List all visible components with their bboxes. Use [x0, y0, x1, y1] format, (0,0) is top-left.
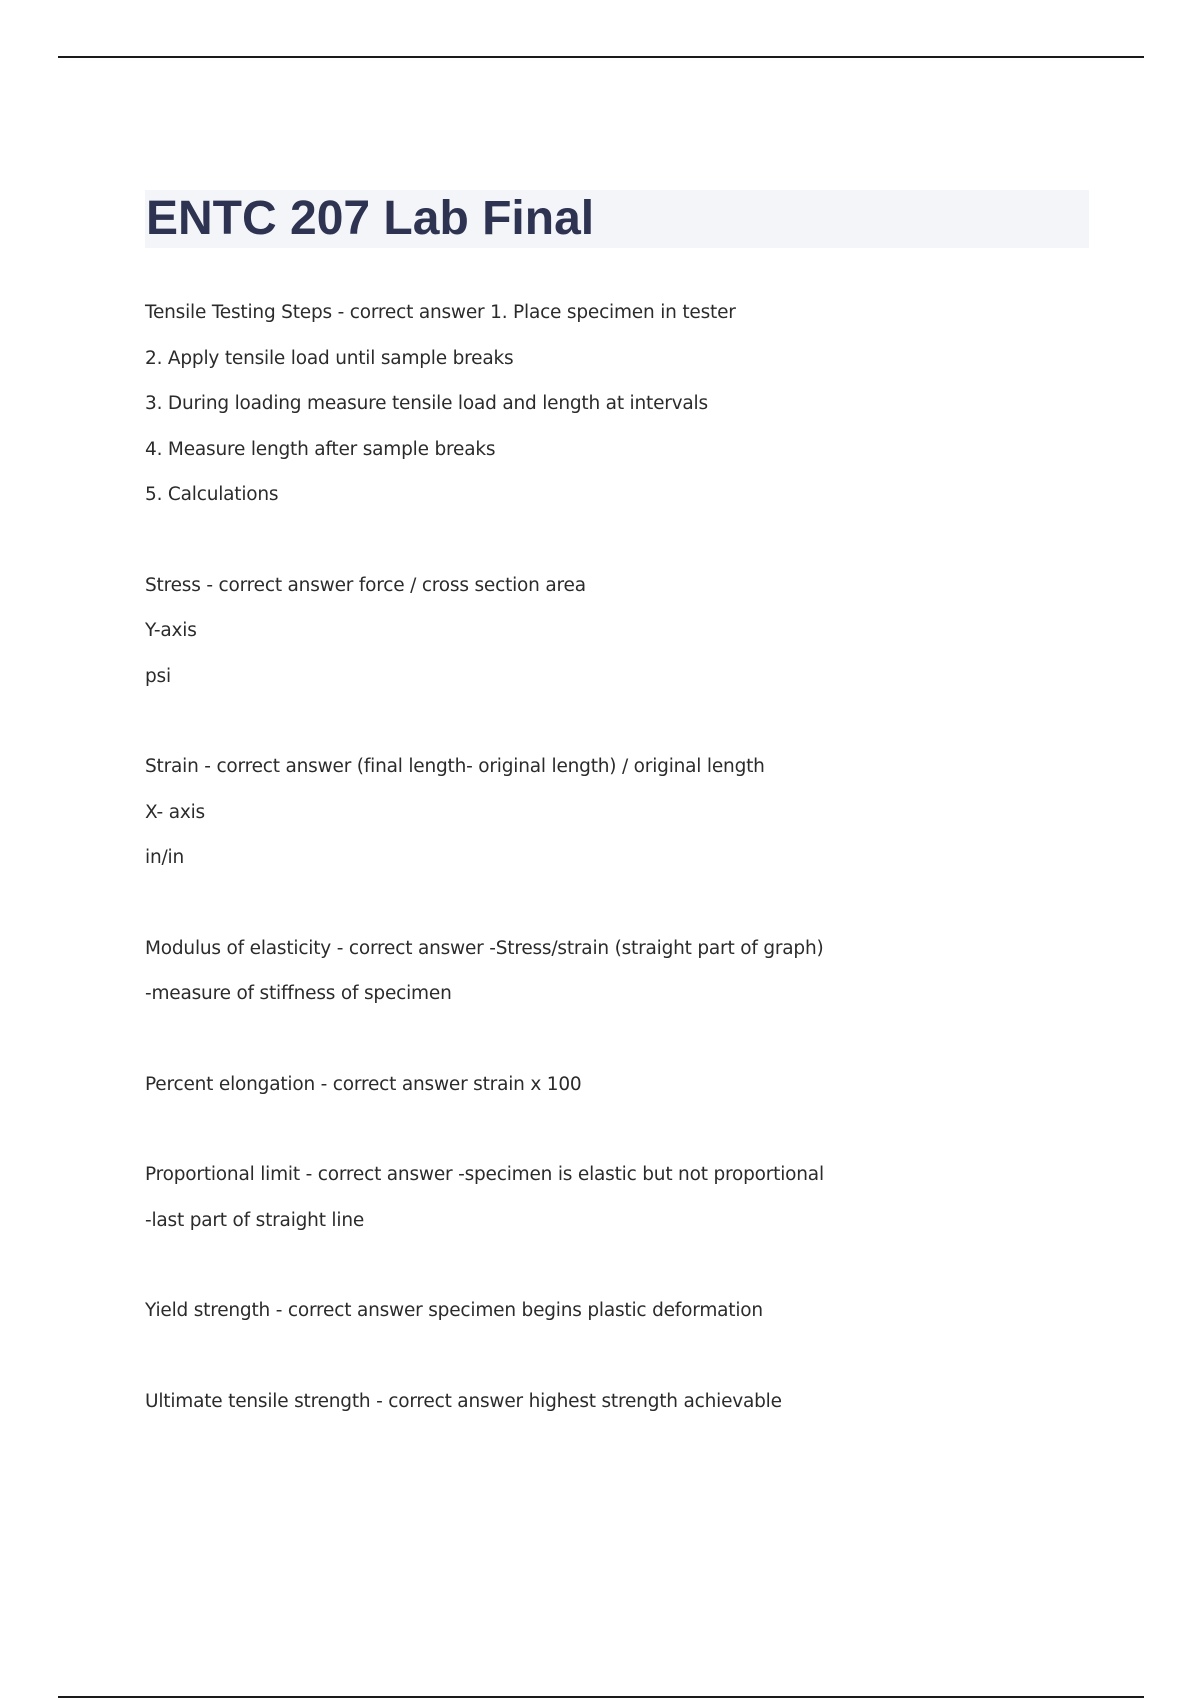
card-line: in/in — [145, 847, 184, 868]
card-line: -last part of straight line — [145, 1209, 365, 1231]
card-line: 2. Apply tensile load until sample breaks — [145, 347, 514, 369]
card-percent-elongation — [145, 1062, 1105, 1108]
page-title: ENTC 207 Lab Final — [146, 192, 595, 245]
card-ultimate-tensile-strength — [145, 1379, 1105, 1425]
footer-rule — [58, 1696, 1144, 1698]
card-tensile-testing-steps — [145, 290, 1105, 518]
document-body — [145, 290, 1105, 1469]
card-line: 5. Calculations — [145, 484, 279, 505]
card-stress — [145, 563, 1105, 700]
card-proportional-limit — [145, 1152, 1105, 1243]
card-line: X- axis — [145, 801, 205, 823]
card-line: Percent elongation - correct answer strain x 100 — [145, 1073, 582, 1095]
card-strain — [145, 744, 1105, 881]
card-line: Strain - correct answer (final length- original length) / original length — [145, 756, 765, 777]
card-line: Ultimate tensile strength - correct answer highest strength achievable — [145, 1390, 782, 1412]
card-line: 3. During loading measure tensile load and length at intervals — [145, 393, 708, 414]
card-modulus-of-elasticity — [145, 926, 1105, 1017]
card-line: Proportional limit - correct answer -specimen is elastic but not proportional — [145, 1164, 824, 1185]
header-rule — [58, 56, 1144, 58]
card-line: Stress - correct answer force / cross section area — [145, 574, 586, 596]
card-line: Yield strength - correct answer specimen begins plastic deformation — [145, 1300, 763, 1321]
card-line: 4. Measure length after sample breaks — [145, 438, 496, 460]
card-line: Tensile Testing Steps - correct answer 1. Place specimen in tester — [145, 302, 736, 323]
card-line: -measure of stiffness of specimen — [145, 983, 452, 1004]
card-line: Modulus of elasticity - correct answer -Stress/strain (straight part of graph) — [145, 937, 824, 959]
card-line: psi — [145, 665, 171, 687]
card-yield-strength — [145, 1288, 1105, 1334]
card-line: Y-axis — [145, 620, 197, 641]
